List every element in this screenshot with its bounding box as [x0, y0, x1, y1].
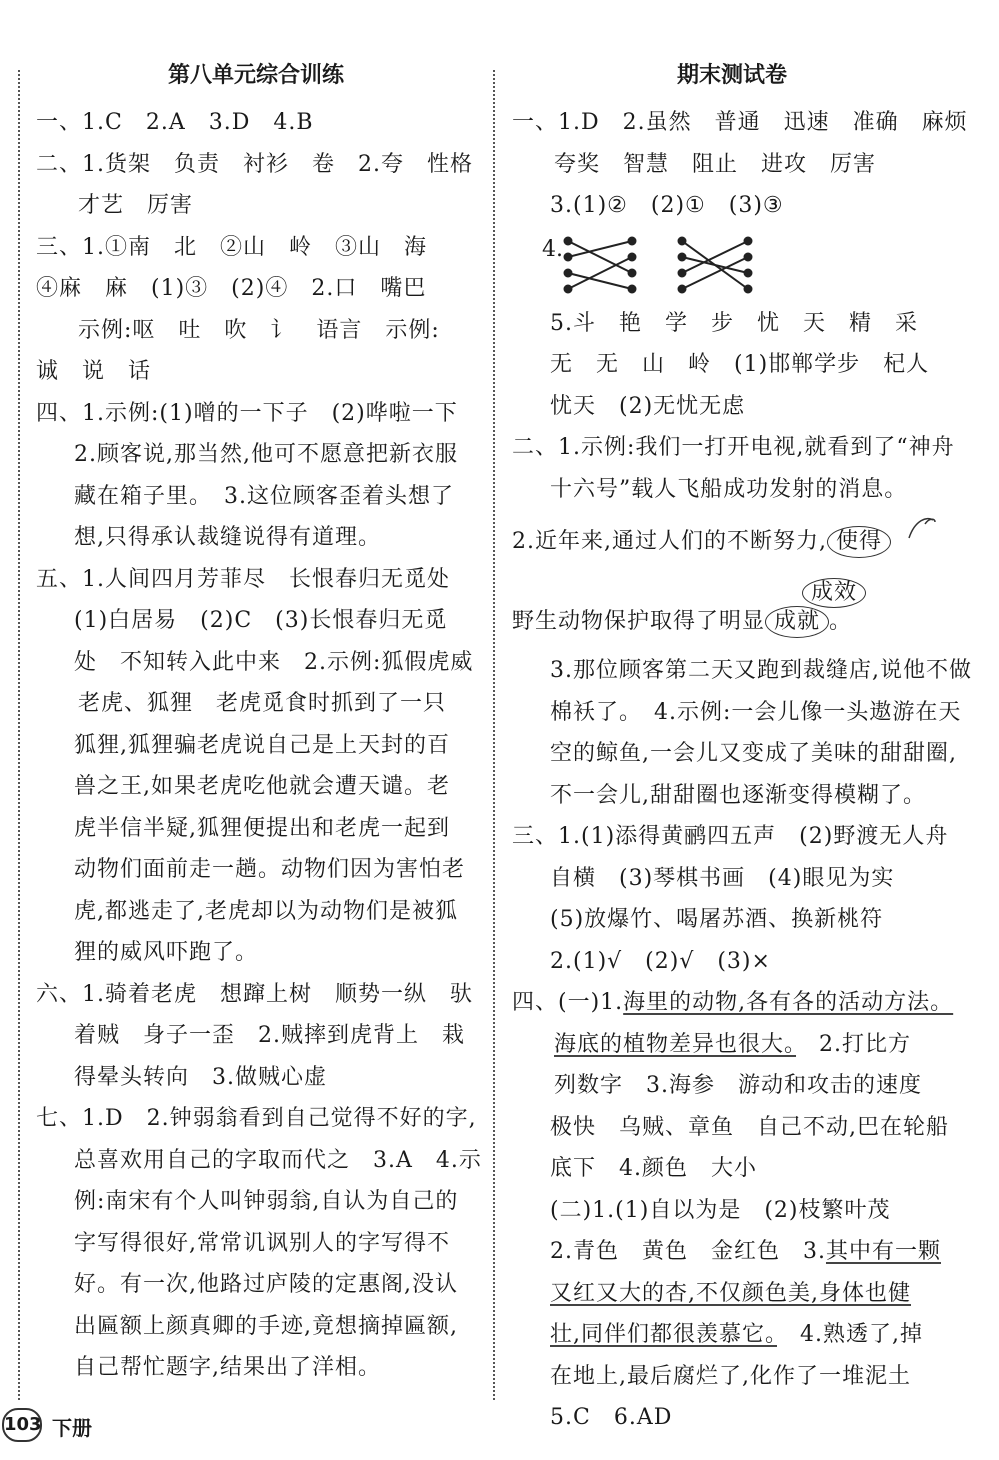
answer-line: 三、1.(1)添得黄鹂四五声 (2)野渡无人舟 [512, 824, 949, 849]
answer-line: 六、1.骑着老虎 想蹿上树 顺势一纵 驮 [36, 981, 473, 1007]
edit-line-2-text: 野生动物保护取得了明显 [512, 609, 766, 634]
answer-line: 诚 说 话 [36, 359, 152, 384]
answer-line: 二、1.货架 负责 衬衫 卷 2.夸 性格 [36, 151, 473, 177]
right-answer-lines-c [512, 650, 972, 982]
answer-line: 底下 4.颜色 大小 [550, 1156, 757, 1181]
answer-line: 好。有一次,他路过庐陵的定惠阁,没认 [74, 1272, 458, 1297]
answer-line: 总喜欢用自己的字取而代之 3.A 4.示 [74, 1147, 482, 1173]
center-dotted-divider [493, 70, 495, 1400]
answer-line: 例:南宋有个人叫钟弱翁,自认为自己的 [74, 1189, 459, 1214]
q2-line-3-rest: 4.熟透了,掉 [777, 1322, 923, 1347]
answer-line: 才艺 厉害 [78, 193, 194, 218]
matching-diagram [512, 227, 952, 303]
volume-label: 下册 [52, 1416, 92, 1440]
answer-line: 动物们面前走一趟。动物们因为害怕老 [74, 857, 466, 882]
right-answer-lines-d [512, 1065, 952, 1231]
q2-underlined-middle: 又红又大的杏,不仅颜色美,身体也健 [550, 1280, 911, 1306]
q4-line-2 [512, 1024, 952, 1066]
answer-line: 自己帮忙题字,结果出了洋相。 [74, 1355, 381, 1380]
answer-line: 5.C 6.AD [550, 1405, 673, 1430]
q4-line-2-rest: 2.打比方 [796, 1031, 912, 1057]
answer-line: 藏在箱子里。 3.这位顾客歪着头想了 [74, 483, 454, 509]
answer-line: 无 无 山 岭 (1)邯郸学步 杞人 [550, 352, 930, 377]
answer-line: (二)1.(1)自以为是 (2)枝繁叶茂 [550, 1197, 891, 1223]
left-answer-lines [36, 102, 482, 1389]
answer-line: 一、1.D 2.虽然 普通 迅速 准确 麻烦 [512, 110, 968, 135]
q2-line-3 [512, 1314, 952, 1356]
right-column [512, 60, 972, 1439]
edit-circled-word-1: 使得 [827, 526, 891, 558]
edit-inserted-word: 成效 [802, 578, 866, 608]
right-answer-lines-e [512, 1356, 952, 1439]
answer-line: 狐狸,狐狸骗老虎说自己是上天封的百 [74, 732, 450, 758]
q4-underlined-answer-1: 海里的动物,各有各的活动方法。 [623, 990, 954, 1015]
answer-line: 着贼 身子一歪 2.贼摔到虎背上 栽 [74, 1023, 465, 1048]
q2-line-1 [512, 1231, 952, 1273]
answer-line: 四、1.示例:(1)噌的一下子 (2)哗啦一下 [36, 400, 458, 426]
answer-line: 夸奖 智慧 阻止 进攻 厉害 [554, 151, 877, 177]
answer-line: 棉袄了。 4.示例:一会儿像一头遨游在天 [550, 699, 962, 725]
answer-line: 不一会儿,甜甜圈也逐渐变得模糊了。 [550, 782, 926, 808]
answer-line: 5.斗 艳 学 步 忧 天 精 采 [550, 310, 918, 336]
answer-line: 得晕头转向 3.做贼心虚 [74, 1064, 327, 1090]
answer-line: 3.(1)② (2)① (3)③ [550, 193, 784, 218]
answer-line: 三、1.①南 北 ②山 岭 ③山 海 [36, 234, 427, 260]
answer-line: ④麻 麻 (1)③ (2)④ 2.口 嘴巴 [36, 276, 427, 301]
left-dotted-divider [18, 70, 20, 1400]
answer-line: 五、1.人间四月芳菲尽 长恨春归无觅处 [36, 566, 450, 592]
answer-line: 忧天 (2)无忧无虑 [550, 393, 746, 419]
answer-line: 字写得很好,常常讥讽别人的字写得不 [74, 1230, 450, 1256]
answer-line: 处 不知转入此中来 2.示例:狐假虎威 [74, 649, 474, 675]
answer-line: 3.那位顾客第二天又跑到裁缝店,说他不做 [550, 658, 972, 683]
left-column [36, 60, 482, 1389]
q2-underlined-start: 其中有一颗 [825, 1239, 941, 1264]
edit-circled-word-2: 成就 [765, 606, 829, 638]
answer-line: 极快 乌贼、章鱼 自己不动,巴在轮船 [550, 1114, 949, 1140]
answer-line: 自横 (3)琴棋书画 (4)眼见为实 [550, 865, 895, 891]
answer-line: 示例:呕 吐 吹 讠 语言 示例: [78, 317, 440, 343]
q4-line-1 [512, 982, 952, 1024]
answer-line: 列数字 3.海参 游动和攻击的速度 [554, 1073, 922, 1098]
answer-line: 2.顾客说,那当然,他可不愿意把新衣服 [74, 442, 458, 467]
answer-line: 七、1.D 2.钟弱翁看到自己觉得不好的字, [36, 1106, 477, 1131]
answer-line: (1)白居易 (2)C (3)长恨春归无觅 [74, 608, 448, 633]
answer-line: 一、1.C 2.A 3.D 4.B [36, 110, 314, 135]
answer-line: 空的鲸鱼,一会儿又变成了美味的甜甜圈, [550, 741, 957, 766]
left-section-title: 第八单元综合训练 [167, 63, 344, 88]
q2-prefix: 2.青色 黄色 金红色 3. [550, 1239, 826, 1264]
answer-line: 想,只得承认裁缝说得有道理。 [74, 525, 381, 550]
answer-line: 狸的威风吓跑了。 [74, 940, 259, 965]
answer-line: 二、1.示例:我们一打开电视,就看到了“神舟 [512, 435, 955, 460]
right-section-title: 期末测试卷 [676, 63, 787, 88]
matching-lines-graphic [562, 231, 762, 301]
right-answer-lines-a [512, 102, 968, 227]
q4-prefix: 四、(一)1. [512, 990, 624, 1015]
edit-loop-mark [907, 512, 937, 542]
q4-underlined-answer-2: 海底的植物差异也很大。 [554, 1031, 797, 1057]
answer-line: 2.(1)√ (2)√ (3)× [550, 948, 771, 974]
page-number-badge: 103 [2, 1408, 42, 1442]
answer-line: 出匾额上颜真卿的手迹,竟想摘掉匾额, [74, 1313, 458, 1339]
answer-line: 兽之王,如果老虎吃他就会遭天谴。老 [74, 774, 450, 799]
q2-line-2 [512, 1273, 952, 1315]
answer-line: 在地上,最后腐烂了,化作了一堆泥土 [550, 1363, 911, 1389]
edit-line-2 [512, 574, 952, 650]
answer-line: (5)放爆竹、喝屠苏酒、换新桃符 [550, 907, 884, 932]
edit-line-1-text: 2.近年来,通过人们的不断努力, [512, 529, 827, 554]
answer-line: 老虎、狐狸 老虎觅食时抓到了一只 [78, 691, 447, 716]
edit-line-1 [512, 510, 952, 574]
answer-line: 虎半信半疑,狐狸便提出和老虎一起到 [74, 815, 450, 841]
right-answer-lines-b [512, 303, 955, 511]
q2-underlined-end: 壮,同伴们都很羡慕它。 [550, 1322, 777, 1347]
edit-line-2-suffix: 。 [829, 609, 853, 634]
answer-line: 十六号”载人飞船成功发射的消息。 [550, 476, 908, 502]
answer-line: 虎,都逃走了,老虎却以为动物们是被狐 [74, 898, 458, 924]
page-footer [0, 1404, 200, 1444]
matching-label: 4. [542, 236, 563, 262]
